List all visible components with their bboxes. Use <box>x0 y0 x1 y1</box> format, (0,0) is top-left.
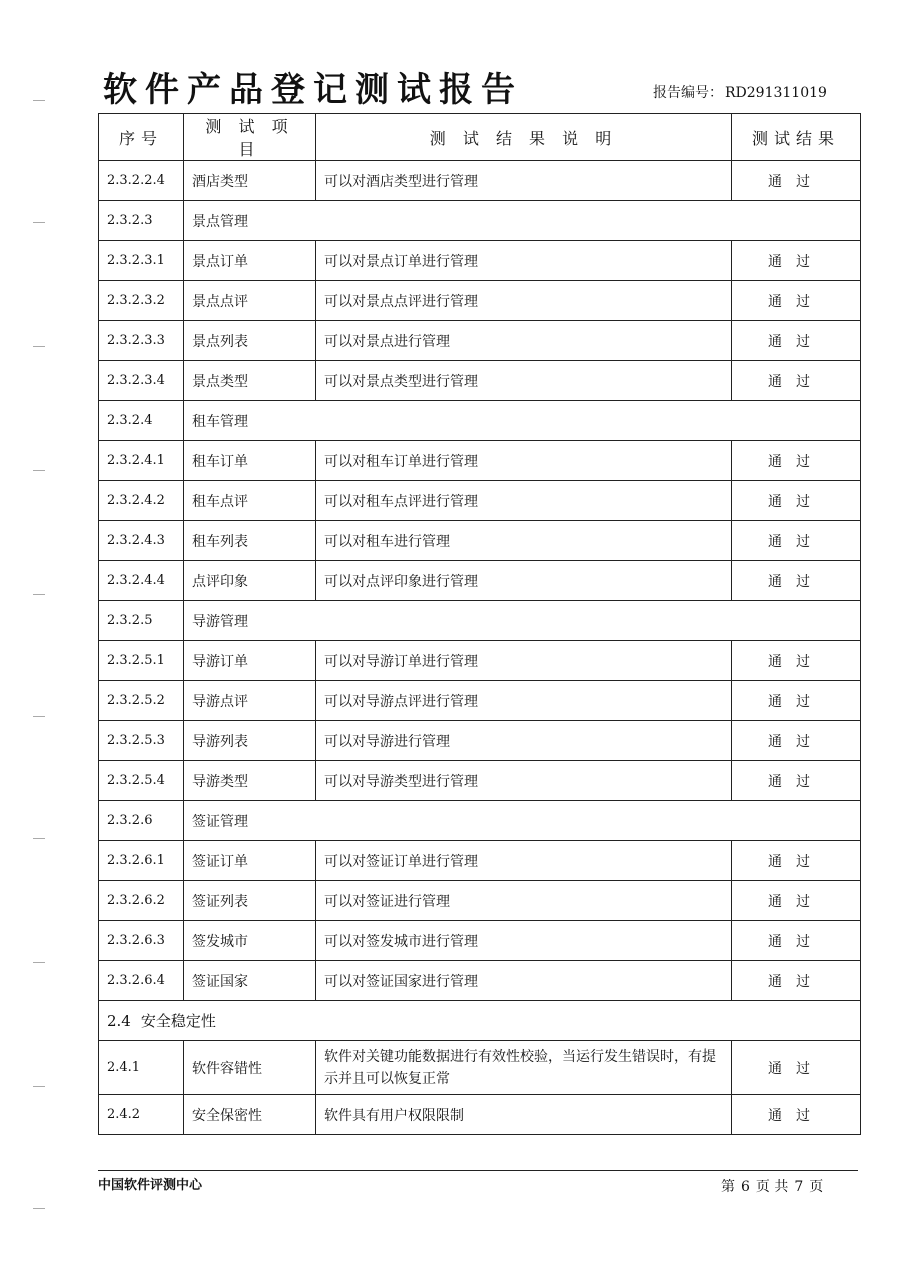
section-heading-id: 2.4 <box>107 1012 131 1030</box>
table-body <box>99 161 861 1135</box>
cell-item: 租车点评 <box>184 481 316 521</box>
page-mid: 页 共 <box>755 1179 789 1195</box>
table-row <box>99 441 861 481</box>
table-row <box>99 281 861 321</box>
cell-item: 酒店类型 <box>184 161 316 201</box>
cell-description: 可以对导游点评进行管理 <box>316 681 732 721</box>
cell-id: 2.3.2.4.1 <box>99 441 184 481</box>
table-row <box>99 561 861 601</box>
cell-result: 通过 <box>732 521 861 561</box>
group-row <box>99 201 861 241</box>
cell-description: 可以对景点点评进行管理 <box>316 281 732 321</box>
cell-result: 通过 <box>732 1041 861 1095</box>
cell-item: 景点点评 <box>184 281 316 321</box>
cell-id: 2.3.2.3.1 <box>99 241 184 281</box>
group-row <box>99 801 861 841</box>
cell-description: 可以对租车订单进行管理 <box>316 441 732 481</box>
scan-margin-mark <box>33 100 45 101</box>
cell-id: 2.3.2.3.3 <box>99 321 184 361</box>
page-current: 6 <box>741 1179 750 1195</box>
cell-description: 软件对关键功能数据进行有效性校验，当运行发生错误时，有提示并且可以恢复正常 <box>316 1041 732 1095</box>
cell-id: 2.3.2.3 <box>99 201 184 241</box>
cell-result: 通过 <box>732 161 861 201</box>
cell-item: 点评印象 <box>184 561 316 601</box>
cell-id: 2.3.2.5 <box>99 601 184 641</box>
cell-result: 通过 <box>732 961 861 1001</box>
cell-description: 可以对租车进行管理 <box>316 521 732 561</box>
cell-item: 导游点评 <box>184 681 316 721</box>
footer-organization: 中国软件评测中心 <box>98 1178 203 1193</box>
cell-description: 可以对景点订单进行管理 <box>316 241 732 281</box>
section-heading <box>99 1001 861 1041</box>
cell-item: 导游订单 <box>184 641 316 681</box>
section-heading-row <box>99 1001 861 1041</box>
cell-description: 可以对导游订单进行管理 <box>316 641 732 681</box>
cell-item: 租车订单 <box>184 441 316 481</box>
cell-group-title: 签证管理 <box>184 801 861 841</box>
cell-id: 2.3.2.6.2 <box>99 881 184 921</box>
cell-result: 通过 <box>732 321 861 361</box>
cell-item: 签发城市 <box>184 921 316 961</box>
table-row <box>99 921 861 961</box>
column-header-result: 测试结果 <box>732 114 861 161</box>
group-row <box>99 601 861 641</box>
cell-id: 2.3.2.3.2 <box>99 281 184 321</box>
cell-result: 通过 <box>732 441 861 481</box>
cell-id: 2.3.2.6.4 <box>99 961 184 1001</box>
cell-description: 可以对租车点评进行管理 <box>316 481 732 521</box>
cell-description: 可以对酒店类型进行管理 <box>316 161 732 201</box>
cell-item: 导游类型 <box>184 761 316 801</box>
table-row <box>99 961 861 1001</box>
cell-result: 通过 <box>732 841 861 881</box>
cell-item: 签证国家 <box>184 961 316 1001</box>
cell-item: 景点订单 <box>184 241 316 281</box>
cell-result: 通过 <box>732 1095 861 1135</box>
table-row <box>99 681 861 721</box>
table-row <box>99 881 861 921</box>
table-header-row <box>99 114 861 161</box>
cell-description: 可以对导游进行管理 <box>316 721 732 761</box>
cell-description: 可以对景点进行管理 <box>316 321 732 361</box>
scan-margin-mark <box>33 222 45 223</box>
scan-margin-mark <box>33 594 45 595</box>
cell-id: 2.3.2.2.4 <box>99 161 184 201</box>
cell-result: 通过 <box>732 921 861 961</box>
table-row <box>99 241 861 281</box>
cell-result: 通过 <box>732 881 861 921</box>
scan-margin-mark <box>33 470 45 471</box>
column-header-item: 测 试 项 目 <box>184 114 316 161</box>
cell-id: 2.3.2.4.4 <box>99 561 184 601</box>
cell-id: 2.3.2.5.3 <box>99 721 184 761</box>
footer-divider <box>98 1170 858 1171</box>
cell-item: 租车列表 <box>184 521 316 561</box>
scan-margin-mark <box>33 346 45 347</box>
cell-result: 通过 <box>732 681 861 721</box>
scan-margin-mark <box>33 716 45 717</box>
cell-result: 通过 <box>732 561 861 601</box>
column-header-id: 序号 <box>99 114 184 161</box>
cell-group-title: 导游管理 <box>184 601 861 641</box>
cell-item: 签证列表 <box>184 881 316 921</box>
cell-result: 通过 <box>732 481 861 521</box>
scan-margin-mark <box>33 962 45 963</box>
cell-result: 通过 <box>732 721 861 761</box>
table-row <box>99 521 861 561</box>
cell-item: 软件容错性 <box>184 1041 316 1095</box>
cell-id: 2.3.2.5.2 <box>99 681 184 721</box>
cell-group-title: 租车管理 <box>184 401 861 441</box>
page-number <box>718 1176 826 1196</box>
table-row <box>99 161 861 201</box>
page-suffix: 页 <box>809 1179 824 1195</box>
section-heading-title: 安全稳定性 <box>140 1012 216 1030</box>
table-row <box>99 361 861 401</box>
report-number-value: RD291311019 <box>725 85 827 101</box>
cell-description: 可以对签证订单进行管理 <box>316 841 732 881</box>
cell-id: 2.3.2.4.3 <box>99 521 184 561</box>
cell-id: 2.3.2.3.4 <box>99 361 184 401</box>
cell-id: 2.3.2.5.1 <box>99 641 184 681</box>
cell-result: 通过 <box>732 361 861 401</box>
cell-item: 景点类型 <box>184 361 316 401</box>
cell-id: 2.3.2.6.3 <box>99 921 184 961</box>
cell-description: 可以对景点类型进行管理 <box>316 361 732 401</box>
cell-item: 签证订单 <box>184 841 316 881</box>
cell-result: 通过 <box>732 281 861 321</box>
cell-result: 通过 <box>732 641 861 681</box>
table-row <box>99 1041 861 1095</box>
report-number <box>651 82 827 102</box>
table-row <box>99 1095 861 1135</box>
table-row <box>99 841 861 881</box>
scan-margin-mark <box>33 1208 45 1209</box>
report-number-label: 报告编号： <box>653 85 723 101</box>
cell-description: 软件具有用户权限限制 <box>316 1095 732 1135</box>
table-row <box>99 481 861 521</box>
test-results-table <box>98 113 861 1135</box>
page-total: 7 <box>794 1179 804 1195</box>
cell-item: 导游列表 <box>184 721 316 761</box>
page-title: 软件产品登记测试报告 <box>103 70 523 110</box>
cell-group-title: 景点管理 <box>184 201 861 241</box>
scan-margin-mark <box>33 838 45 839</box>
cell-description: 可以对点评印象进行管理 <box>316 561 732 601</box>
cell-id: 2.3.2.4 <box>99 401 184 441</box>
cell-id: 2.4.2 <box>99 1095 184 1135</box>
table-row <box>99 761 861 801</box>
cell-description: 可以对签发城市进行管理 <box>316 921 732 961</box>
cell-id: 2.3.2.6.1 <box>99 841 184 881</box>
cell-item: 景点列表 <box>184 321 316 361</box>
column-header-description: 测 试 结 果 说 明 <box>316 114 732 161</box>
cell-id: 2.3.2.4.2 <box>99 481 184 521</box>
cell-description: 可以对签证进行管理 <box>316 881 732 921</box>
cell-description: 可以对导游类型进行管理 <box>316 761 732 801</box>
cell-description: 可以对签证国家进行管理 <box>316 961 732 1001</box>
cell-result: 通过 <box>732 241 861 281</box>
table-row <box>99 721 861 761</box>
cell-result: 通过 <box>732 761 861 801</box>
cell-item: 安全保密性 <box>184 1095 316 1135</box>
cell-id: 2.3.2.6 <box>99 801 184 841</box>
page-prefix: 第 <box>721 1179 735 1195</box>
group-row <box>99 401 861 441</box>
table-row <box>99 641 861 681</box>
cell-id: 2.3.2.5.4 <box>99 761 184 801</box>
scan-margin-mark <box>33 1086 45 1087</box>
cell-id: 2.4.1 <box>99 1041 184 1095</box>
table-row <box>99 321 861 361</box>
